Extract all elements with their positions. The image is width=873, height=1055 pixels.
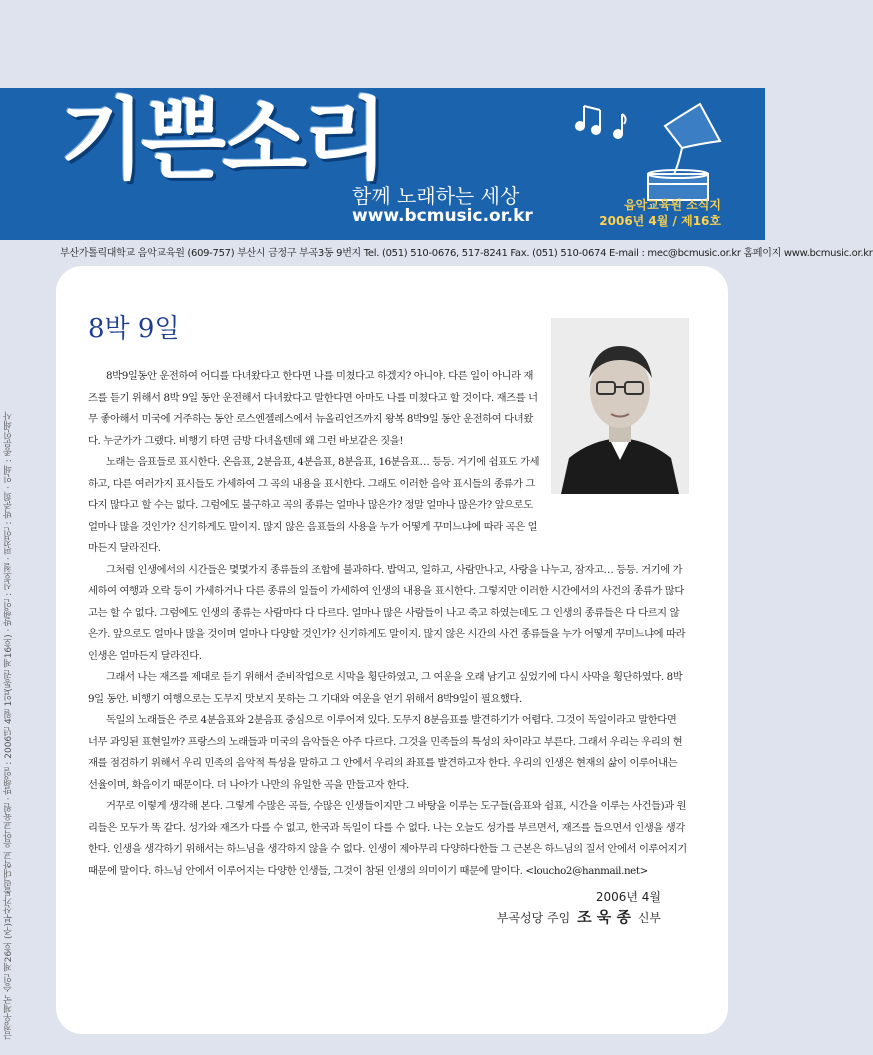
author-role: 부곡성당 주임 <box>496 911 571 925</box>
publication-info-text: 금정우체국 승인 제26호 (주)부산가톨릭대학교 음악교육원 · 발행일 : 2006년 4월 1일(통권 제16호) · 발행인 : 신호철 · 편집인 : 박준희 · 인쇄 : 종문인쇄사 <box>4 411 14 1040</box>
website-url[interactable]: www.bcmusic.or.kr <box>352 206 533 226</box>
paragraph: 8박9일동안 운전하여 어디를 다녀왔다고 한다면 나를 미쳤다고 하겠지? 아니야. 다른 일이 아니라 재즈를 듣기 위해서 8박 9일 동안 운전해서 다녀왔다고 말한다면 아마도 나를 미쳤다고 할 것이다. 재즈를 너무 좋아해서 미국에 거주하는 동안 로스엔젤레스에서 뉴올리언즈까지 왕복 8박9일 동안 운전하여 다녀왔다. 누군가가 그랬다. 비행기 타면 금방 다녀올텐데 왜 그런 바보같은 짓을! <box>88 370 538 447</box>
article-body <box>88 366 688 882</box>
gramophone-icon <box>570 96 730 206</box>
author-name: 조 욱 종 <box>577 908 631 926</box>
slogan: 함께 노래하는 세상 <box>352 184 520 208</box>
paragraph: 독일의 노래들은 주로 4분음표와 2분음표 중심으로 이루어져 있다. 도무지 8분음표를 발견하기가 어렵다. 그것이 독일이라고 말한다면 너무 과잉된 표현일까? 프랑스의 노래들과 미국의 음악들은 아주 다르다. 그것을 민족들의 특성의 차이라고 부른다. 그래서 우리는 우리의 현재를 점검하기 위해서 우리 민족의 음악적 특성을 말하고 그 안에서 우리의 좌표를 발견하고자 한다. 우리의 인생은 현재의 삶이 이루어내는 선율이며, 화음이기 때문이다. 더 나아가 나만의 유일한 곡을 만들고자 한다. <box>88 714 683 791</box>
author-signature <box>497 906 661 927</box>
paragraph: 거꾸로 이렇게 생각해 본다. 그렇게 수많은 곡들, 수많은 인생들이지만 그 바탕을 이루는 도구들(음표와 쉼표, 시간을 이루는 사건들)과 원리들은 모두가 똑 같다. 성가와 재즈가 다를 수 없고, 한국과 독일이 다를 수 없다. 나는 오늘도 성가를 부르면서, 재즈를 들으면서 인생을 생각한다. 인생을 생각하기 위해서는 하느님을 생각하지 않을 수 없다. 인생이 제아무리 다양하다한들 그 근본은 하느님의 질서 안에서 이루어지기 때문에 말이다. 하느님 안에서 이루어지는 다양한 인생들, 그것이 참된 인생의 의미이기 때문에 말이다. <loucho2@hanmail.net> <box>88 800 687 877</box>
article-title: 8박 9일 <box>88 314 180 344</box>
music-notes-icon <box>576 106 626 138</box>
author-title: 신부 <box>637 911 661 925</box>
issue-number: 2006년 4월 / 제16호 <box>599 214 721 228</box>
publication-info <box>2 411 26 1040</box>
contact-info: 부산가톨릭대학교 음악교육원 (609-757) 부산시 금정구 부곡3동 9번지 Tel. (051) 510-0676, 517-8241 Fax. (051) 510-0674 E-mail : mec@bcmusic.or.kr 홈페이지 www.bcmusic.or.kr <box>60 248 873 259</box>
paragraph: 그래서 나는 재즈를 제대로 듣기 위해서 준비작업으로 시막을 횡단하였고, 그 여운을 오래 남기고 싶었기에 다시 사막을 횡단하였다. 8박9일 동안. 비행기 여행으로는 도무지 맛보지 못하는 그 기대와 여운을 얻기 위해서 8박9일이 필요했다. <box>88 671 683 705</box>
article-date: 2006년 4월 <box>595 890 661 904</box>
paragraph: 그처럼 인생에서의 시간들은 몇몇가지 종류들의 조합에 불과하다. 밥먹고, 일하고, 사람만나고, 사랑을 나누고, 잠자고… 등등. 거기에 가세하여 여행과 오락 등이 가세하거나 다른 종류의 일들이 가세하여 인생의 내용을 표시한다. 그렇지만 이러한 시간에서의 사건의 종류가 많다고는 할 수 없다. 그럼에도 인생의 종류는 사람마다 다 다르다. 얼마나 많은 사람들이 나고 죽고 하였는데도 그 인생의 종류들은 다 다르지 않은가. 앞으로도 얼마나 많을 것이며 얼마나 다양할 것인가? 신기하게도 말이지. 많지 않은 시간의 사건 종류들을 누가 어떻게 꾸미느냐에 따라 인생은 얼마든지 달라진다. <box>88 563 686 662</box>
logo-title: 기쁜소리 <box>60 88 385 191</box>
newsletter-name: 음악교육원 소식지 <box>624 198 721 212</box>
paragraph: 노래는 음표들로 표시한다. 온음표, 2분음표, 4분음표, 8분음표, 16분음표… 등등. 거기에 쉼표도 가세하고, 다른 여러가지 표시들도 가세하여 그 곡의 내용을 표시한다. 그래도 이러한 음악 표시들의 종류가 그다지 많다고 할 수는 없다. 그럼에도 불구하고 곡의 종류는 얼마나 많은가? 정말 얼마나 많은가? 앞으로도 얼마나 많을 것인가? 신기하게도 말이지. 많지 않은 음표들의 사용을 누가 어떻게 꾸미느냐에 따라 곡은 얼마든지 달라진다. <box>88 456 540 554</box>
